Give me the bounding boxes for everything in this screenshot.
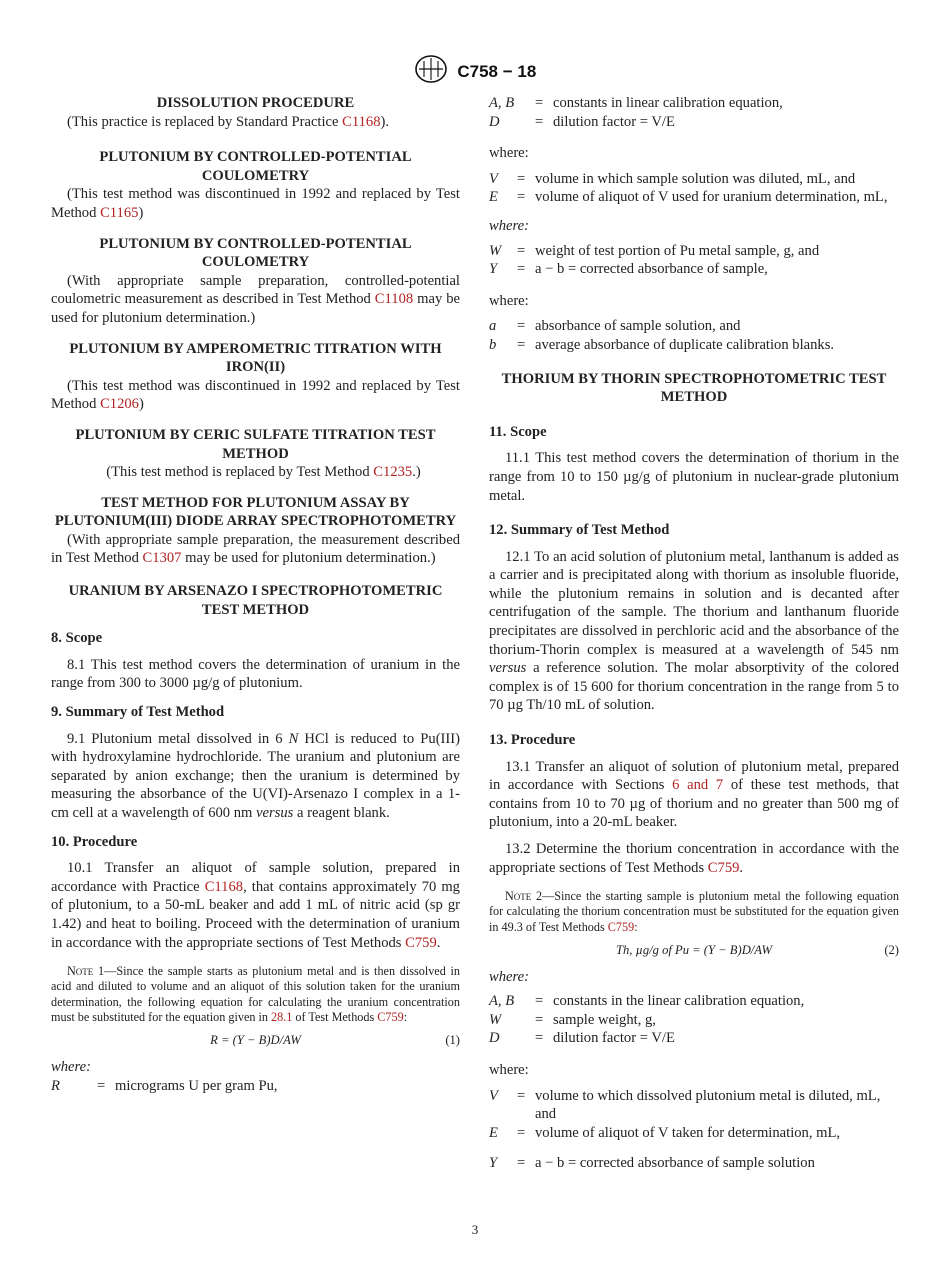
ref-link[interactable]: C759 <box>707 859 740 876</box>
equation-number: (2) <box>884 943 899 958</box>
ref-link[interactable]: C759 <box>405 934 437 951</box>
where-label: where: <box>489 145 529 162</box>
section-title: THORIUM BY THORIN SPECTROPHOTOMETRIC TEST METHOD <box>501 370 887 406</box>
left-column <box>51 94 460 1095</box>
ref-link[interactable]: 6 and 7 <box>672 777 724 794</box>
paragraph: (This test method is replaced by Test Method C1235.) <box>106 464 421 481</box>
paragraph: 12.1 To an acid solution of plutonium metal, lanthanum is added as a carrier and is precipitated along with thorium as insoluble fluoride, while the plutonium remains in solution and is decanted after centrifugation of the sample. The thorium and lanthanum fluoride precipitates are dissolved in perchloric acid and the absorbance of the thorium-Thorin complex is measured at a wavelength of 545 nm versus a reference solution. The molar absorptivity of the colored complex is of 15 600 for thorium concentration in the range from 5 to 70 µg Th/10 mL of solution. <box>489 548 899 714</box>
equation: R = (Y − B)D/AW (1) <box>51 1031 460 1050</box>
paragraph: 11.1 This test method covers the determination of thorium in the range from 10 to 150 µg/g of plutonium in nuclear-grade plutonium metal. <box>489 450 899 504</box>
ref-link[interactable]: C1168 <box>204 878 244 895</box>
section-title: PLUTONIUM BY AMPEROMETRIC TITRATION WITH IRON(II) <box>69 340 442 376</box>
definition: E = volume of aliquot of V used for uranium determination, mL, <box>489 189 888 206</box>
ref-link[interactable]: C1307 <box>142 550 182 567</box>
section-heading: 11. Scope <box>489 423 547 440</box>
definition: A, B = constants in the linear calibration equation, <box>489 993 805 1010</box>
section-heading: 8. Scope <box>51 630 103 647</box>
paragraph: 8.1 This test method covers the determination of uranium in the range from 300 to 3000 µg/g of plutonium. <box>51 656 460 692</box>
equation-number: (1) <box>445 1033 460 1048</box>
ref-link[interactable]: C1235 <box>373 464 413 481</box>
section-title: PLUTONIUM BY CONTROLLED-POTENTIAL COULOMETRY <box>99 235 412 271</box>
paragraph: (With appropriate sample preparation, the measurement described in Test Method C1307 may be used for plutonium determination.) <box>51 531 460 567</box>
definition: Y = a − b = corrected absorbance of sample, <box>489 261 768 278</box>
ref-link[interactable]: 28.1 <box>271 1010 293 1025</box>
document-code: C758 − 18 <box>457 61 537 81</box>
definition: A, B = constants in linear calibration equation, <box>489 95 783 111</box>
note: Note 2—Since the starting sample is plutonium metal the following equation for calculating the thorium concentration must be substituted for the equation given in 49.3 of Test Methods C759: <box>489 889 899 934</box>
where-label: where: <box>489 292 529 309</box>
ref-link[interactable]: C759 <box>377 1010 404 1025</box>
section-title: DISSOLUTION PROCEDURE <box>156 95 355 111</box>
ref-link[interactable]: C1206 <box>100 396 139 413</box>
where-label: where: <box>489 1062 529 1079</box>
definition: W = sample weight, g, <box>489 1011 656 1028</box>
section-title: PLUTONIUM BY CONTROLLED-POTENTIAL COULOMETRY <box>99 149 412 184</box>
definition: W = weight of test portion of Pu metal sample, g, and <box>489 242 820 259</box>
where-label: where: <box>51 1058 91 1075</box>
paragraph: 9.1 Plutonium metal dissolved in 6 N HCl is reduced to Pu(III) with hydroxylamine hydrochloride. The uranium and plutonium are separated by anion exchange; then the uranium is determined by measuring the absorbance of the U(VI)-Arsenazo I complex in a 1-cm cell at a wavelength of 600 nm versus a reagent blank. <box>51 730 460 821</box>
paragraph: 10.1 Transfer an aliquot of sample solution, prepared in accordance with Practice C1168, that contains approximately 70 mg of plutonium, to a 50-mL beaker and add 1 mL of nitric acid (sp gr 1.42) and heat to boiling. Proceed with the determination of uranium in accordance with the appropriate sections of Test Methods C759. <box>51 860 460 951</box>
definition: V = volume in which sample solution was diluted, mL, and <box>489 170 856 187</box>
paragraph: (This practice is replaced by Standard Practice C1168). <box>67 113 390 130</box>
definition: b = average absorbance of duplicate calibration blanks. <box>489 336 835 353</box>
ref-link[interactable]: C759 <box>607 919 635 934</box>
paragraph: (With appropriate sample preparation, controlled-potential coulometric measurement as described in Test Method C1108 may be used for plutonium determination.) <box>51 272 460 326</box>
ref-link[interactable]: C1168 <box>342 113 381 130</box>
note: Note 1—Since the sample starts as plutonium metal and is then dissolved in acid and diluted to volume and an aliquot of this solution taken for the uranium determination, the following equation for calculating the uranium concentration must be substituted for the equation given in 28.1 of Test Methods C759: <box>51 964 461 1025</box>
definition: D = dilution factor = V/E <box>489 1030 675 1047</box>
definition: E = volume of aliquot of V taken for determination, mL, <box>489 1124 841 1141</box>
page-header <box>0 54 950 90</box>
section-title: PLUTONIUM BY CERIC SULFATE TITRATION TEST METHOD <box>75 426 436 462</box>
page-number: 3 <box>471 1222 479 1237</box>
section-title: URANIUM BY ARSENAZO I SPECTROPHOTOMETRIC TEST METHOD <box>68 583 443 618</box>
paragraph: (This test method was discontinued in 1992 and replaced by Test Method C1206) <box>51 377 460 413</box>
definition: R = micrograms U per gram Pu, <box>51 1077 278 1094</box>
equation: Th, µg/g of Pu = (Y − B)D/AW (2) <box>489 941 899 960</box>
paragraph: 13.2 Determine the thorium concentration in accordance with the appropriate sections of Test Methods C759. <box>489 841 899 876</box>
ref-link[interactable]: C1108 <box>374 291 414 308</box>
section-heading: 12. Summary of Test Method <box>489 522 670 539</box>
paragraph: 13.1 Transfer an aliquot of solution of plutonium metal, prepared in accordance with Sections 6 and 7 of these test methods, that contains from 10 to 70 µg of thorium and no greater than 500 mg of plutonium, into a 20-mL beaker. <box>489 758 899 831</box>
definition: Y = a − b = corrected absorbance of sample solution <box>489 1155 815 1172</box>
section-heading: 9. Summary of Test Method <box>51 704 225 721</box>
where-label: where: <box>489 217 529 234</box>
section-heading: 13. Procedure <box>489 732 576 749</box>
definition: D = dilution factor = V/E <box>489 113 675 130</box>
astm-logo-icon <box>414 54 448 90</box>
section-heading: 10. Procedure <box>51 833 138 850</box>
paragraph: (This test method was discontinued in 1992 and replaced by Test Method C1165) <box>51 186 460 221</box>
section-title: TEST METHOD FOR PLUTONIUM ASSAY BY PLUTONIUM(III) DIODE ARRAY SPECTROPHOTOMETRY <box>54 494 457 530</box>
definition: a = absorbance of sample solution, and <box>489 318 741 335</box>
where-label: where: <box>489 968 529 985</box>
definition: V = volume to which dissolved plutonium metal is diluted, mL, and <box>489 1087 881 1123</box>
right-column <box>489 94 899 1173</box>
ref-link[interactable]: C1165 <box>100 204 139 221</box>
